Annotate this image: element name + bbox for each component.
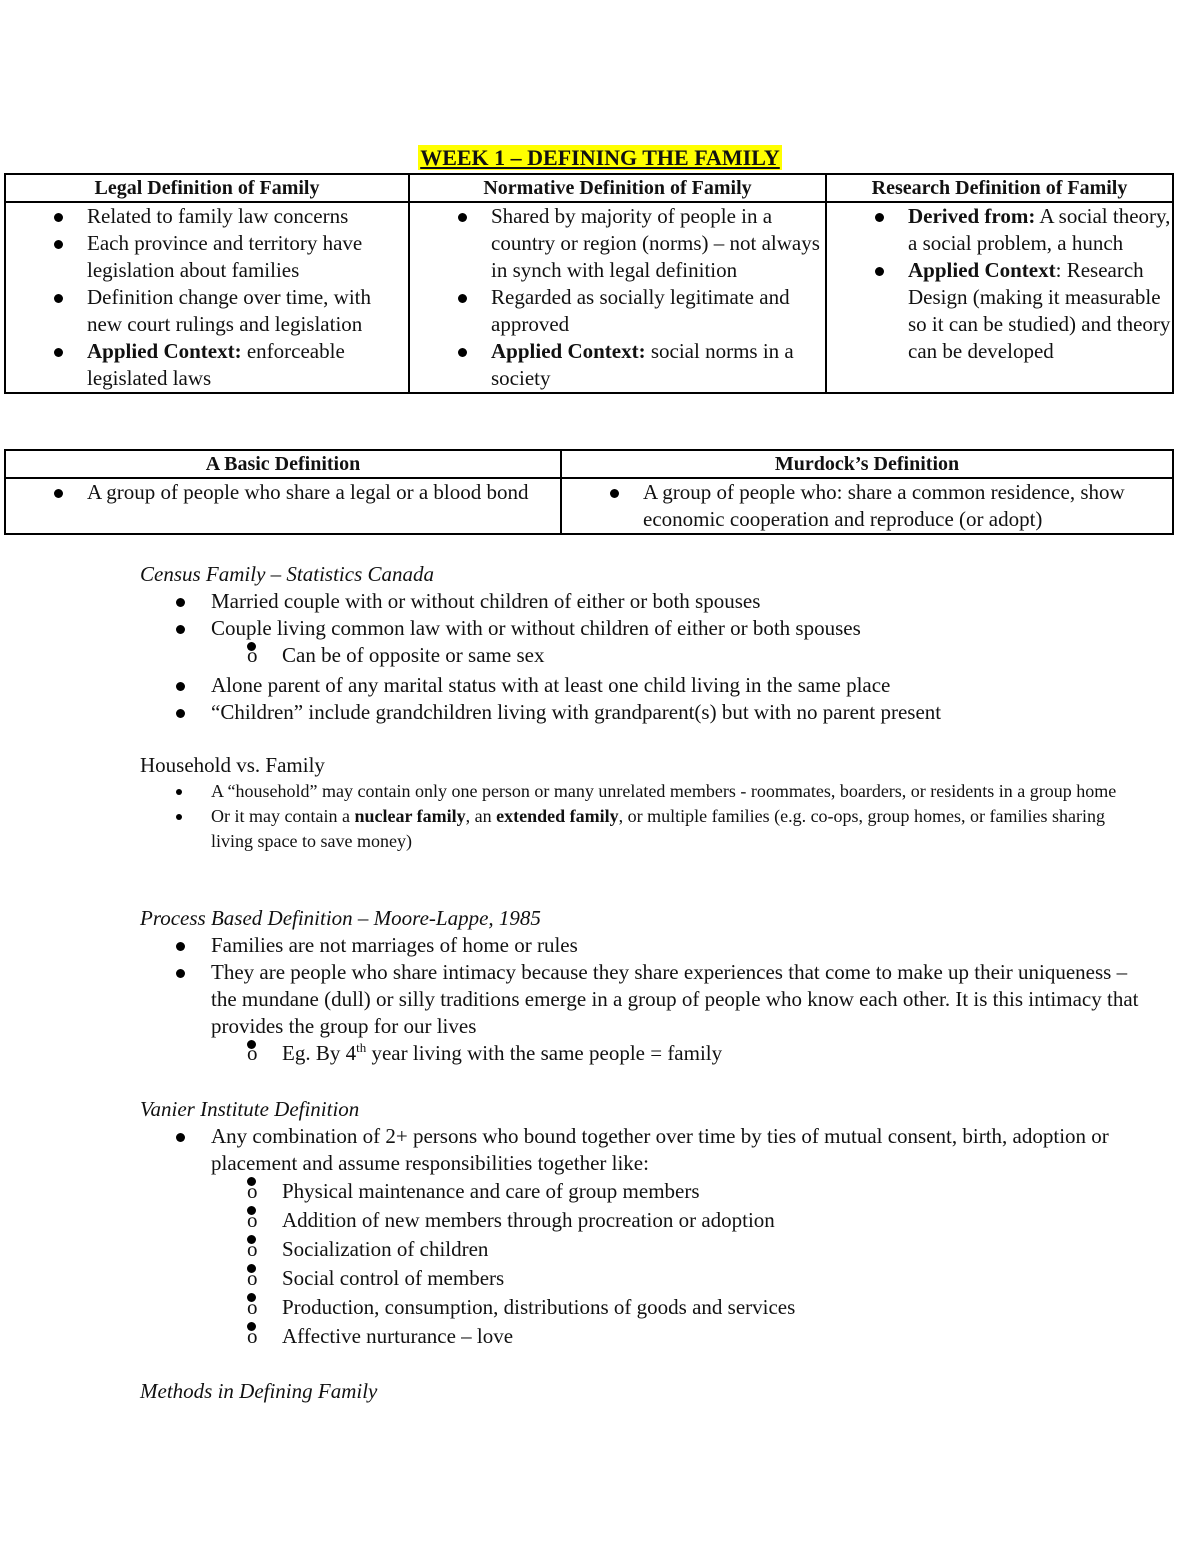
section-heading: Process Based Definition – Moore-Lappe, 1985 [140,906,541,930]
basic-cell [5,478,561,534]
list-item [87,338,408,392]
list-item: A group of people who share a legal or a blood bond [87,479,560,506]
bold-term: nuclear family [354,806,466,826]
list-item: Families are not marriages of home or rules [211,932,1140,959]
label: Applied Context: [491,339,646,363]
text: They are people who share intimacy because they share experiences that come to make up their uniqueness – the mundane (dull) or silly traditions emerge in a group of people who know each other. It is this intimacy that provides the group for our lives [211,960,1139,1038]
list-item [908,203,1172,257]
header-basic: A Basic Definition [5,450,561,478]
research-cell [826,202,1173,393]
list-item: Related to family law concerns [87,203,408,230]
label: Applied Context: [87,339,242,363]
list-item [211,804,1140,854]
header-research: Research Definition of Family [826,174,1173,202]
text: , an [465,806,497,826]
sub-item: o Production, consumption, distributions of goods and services [282,1293,1140,1322]
census-section [140,561,1140,726]
bold-term: extended family [496,806,619,826]
list-item: Shared by majority of people in a country or region (norms) – not always in synch with legal definition [491,203,825,284]
basic-murdock-table [4,449,1174,535]
murdock-cell [561,478,1173,534]
list-item: Each province and territory have legislation about families [87,230,408,284]
text: enforceable legislated laws [87,339,345,390]
household-section [140,752,1140,854]
sub-item: o Social control of members [282,1264,1140,1293]
vanier-section [140,1096,1140,1351]
legal-cell [5,202,409,393]
header-normative: Normative Definition of Family [409,174,826,202]
list-item: A “household” may contain only one person or many unrelated members - roommates, boarders, or residents in a group home [211,779,1140,804]
list-item: Regarded as socially legitimate and approved [491,284,825,338]
text: Eg. By 4 [282,1041,357,1065]
header-legal: Legal Definition of Family [5,174,409,202]
section-heading: Household vs. Family [140,753,325,777]
label: Applied Context [908,258,1056,282]
list-item [211,959,1140,1067]
superscript: th [356,1040,367,1055]
sub-item: o Affective nurturance – love [282,1322,1140,1351]
list-item [211,1123,1140,1351]
process-section [140,905,1140,1067]
list-item [491,338,825,392]
text: A social theory, a social problem, a hunch [908,204,1171,255]
title-highlight: WEEK 1 – DEFINING THE FAMILY [420,145,780,170]
list-item: Definition change over time, with new court rulings and legislation [87,284,408,338]
text: : Research Design (making it measurable so it can be studied) and theory can be developed [908,258,1171,363]
list-item [908,257,1172,365]
text: Any combination of 2+ persons who bound together over time by ties of mutual consent, birth, adoption or placement and assume responsibilities together like: [211,1124,1109,1175]
sub-item: o Addition of new members through procreation or adoption [282,1206,1140,1235]
text: Couple living common law with or without children of either or both spouses [211,616,861,640]
methods-section [140,1378,1140,1405]
sub-item: o Can be of opposite or same sex [282,642,1140,669]
sub-item: o Socialization of children [282,1235,1140,1264]
text: year living with the same people = family [366,1041,723,1065]
list-item [211,615,1140,669]
section-heading: Census Family – Statistics Canada [140,562,434,586]
definitions-table [4,173,1174,394]
section-heading: Methods in Defining Family [140,1379,378,1403]
label: Derived from: [908,204,1036,228]
header-murdock: Murdock’s Definition [561,450,1173,478]
section-heading: Vanier Institute Definition [140,1097,360,1121]
text: social norms in a society [491,339,794,390]
list-item: “Children” include grandchildren living with grandparent(s) but with no parent present [211,699,1140,726]
text: Or it may contain a [211,806,355,826]
normative-cell [409,202,826,393]
sub-item: o Physical maintenance and care of group members [282,1177,1140,1206]
list-item: Alone parent of any marital status with at least one child living in the same place [211,672,1140,699]
list-item: Married couple with or without children of either or both spouses [211,588,1140,615]
list-item: A group of people who: share a common residence, show economic cooperation and reproduce (or adopt) [643,479,1172,533]
page-title [0,144,1200,172]
text: , or multiple families (e.g. co-ops, group homes, or families sharing living space to save money) [211,806,1106,851]
sub-item [282,1040,1140,1067]
